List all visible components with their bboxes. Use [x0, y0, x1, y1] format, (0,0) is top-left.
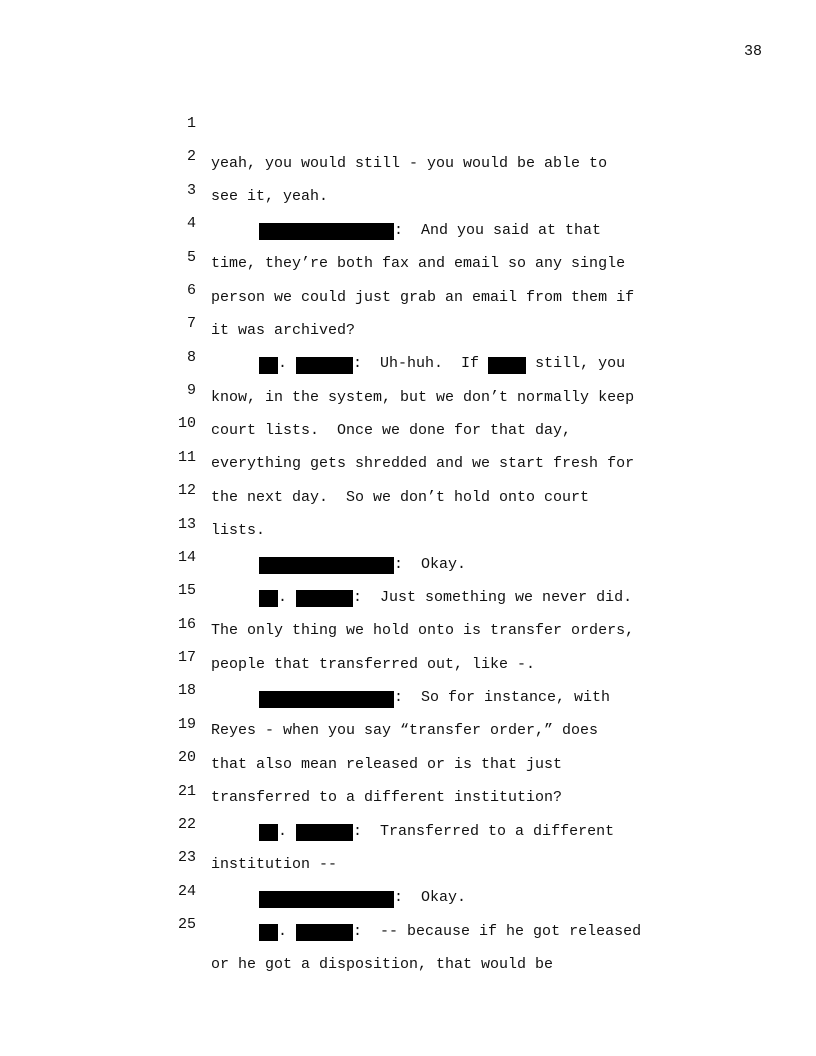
line-text: : Just something we never did.: [353, 588, 633, 606]
line-text: .: [278, 822, 288, 840]
line-number: 17: [177, 649, 196, 666]
line-text: person we could just grab an email from them if: [211, 288, 635, 306]
line-text: transferred to a different institution?: [211, 789, 563, 807]
line-text: : So for instance, with: [394, 689, 611, 706]
line-number: 6: [186, 281, 196, 299]
line-text: see it, yeah.: [211, 188, 329, 206]
line-text: know, in the system, but we don’t normally keep: [211, 388, 635, 406]
line-number: 16: [177, 615, 196, 633]
line-number: 11: [177, 448, 196, 466]
line-number: 5: [186, 248, 196, 266]
line-number: 24: [177, 882, 196, 900]
line-number: 4: [186, 215, 196, 233]
line-number: 8: [186, 348, 196, 366]
line-text: : Transferred to a different: [353, 822, 615, 840]
line-text: or he got a disposition, that would be: [211, 956, 554, 973]
line-text: yeah, you would still - you would be able to: [211, 155, 608, 172]
line-number: 9: [186, 382, 196, 399]
line-text: court lists. Once we done for that day,: [211, 422, 572, 439]
line-text: the next day. So we don’t hold onto court: [211, 488, 590, 506]
line-text: : Uh-huh. If: [353, 355, 489, 373]
line-number: 21: [177, 782, 196, 800]
line-number: 14: [177, 548, 196, 566]
line-text: .: [278, 355, 288, 373]
line-text: : And you said at that: [394, 221, 602, 239]
line-text: that also mean released or is that just: [211, 755, 563, 773]
line-number: 13: [177, 515, 196, 533]
line-text: The only thing we hold onto is transfer orders,: [211, 622, 635, 640]
line-text: .: [278, 922, 288, 940]
line-text: .: [278, 588, 288, 606]
line-text: time, they’re both fax and email so any single: [211, 255, 626, 273]
line-number: 3: [186, 181, 196, 199]
line-text: : Okay.: [394, 889, 467, 907]
transcript-line: [0, 94, 816, 172]
line-number: 18: [177, 682, 196, 700]
line-text: : Okay.: [394, 555, 467, 573]
line-number: 10: [177, 415, 196, 433]
line-number: 2: [186, 148, 196, 166]
transcript-body: [0, 94, 816, 973]
line-number: 1: [186, 115, 196, 132]
line-text: : -- because if he got released: [353, 922, 642, 940]
line-number: 19: [177, 715, 196, 733]
line-text: it was archived?: [211, 321, 356, 339]
line-text: everything gets shredded and we start fresh for: [211, 455, 635, 473]
line-number: 25: [177, 916, 196, 933]
line-number: 23: [177, 849, 196, 867]
line-text: still, you: [526, 355, 626, 373]
line-text: Reyes - when you say “transfer order,” does: [211, 722, 599, 740]
line-text: lists.: [211, 522, 266, 540]
line-number: 15: [177, 582, 196, 600]
line-number: 20: [177, 749, 196, 767]
line-text: institution --: [211, 855, 338, 873]
line-number: 7: [186, 315, 196, 333]
line-number: 22: [177, 815, 196, 833]
page-number: 38: [743, 43, 762, 60]
line-text: people that transferred out, like -.: [211, 655, 536, 673]
line-number: 12: [177, 482, 196, 500]
